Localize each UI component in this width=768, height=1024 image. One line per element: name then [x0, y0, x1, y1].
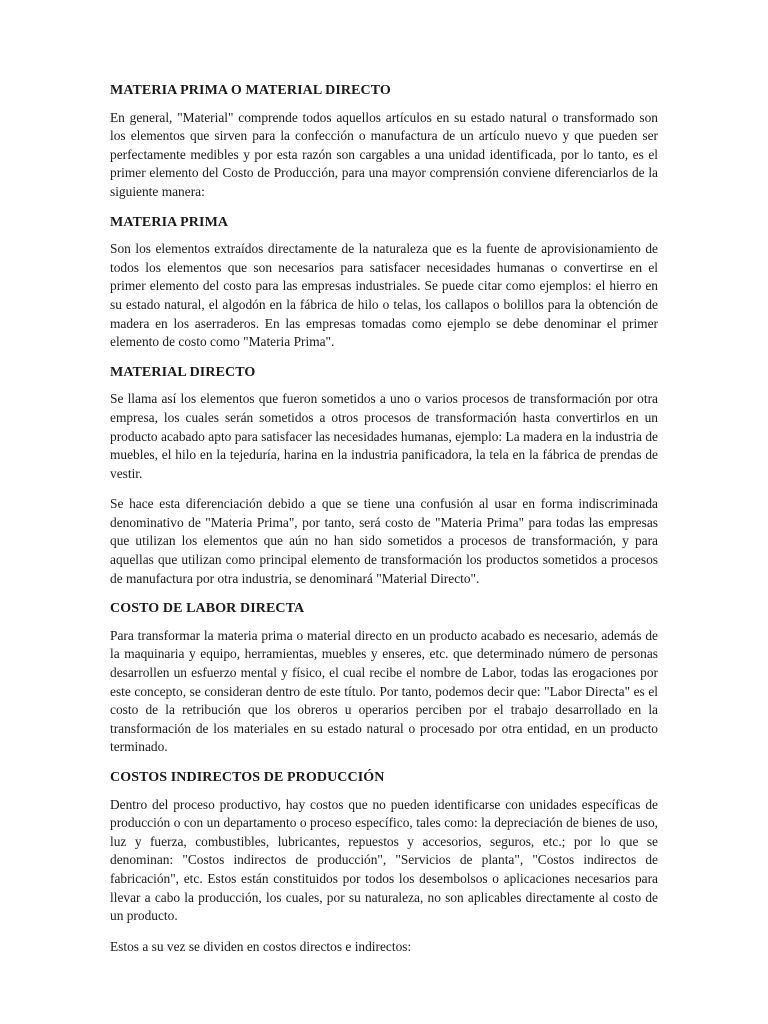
section-materia-prima-o-material-directo — [110, 82, 658, 202]
paragraph: Son los elementos extraídos directamente de la naturaleza que es la fuente de aprovisionamiento de todos los elementos que son necesarios para satisfacer necesidades humanas o convertirse en el primer elemento del costo para las empresas industriales. Se puede citar como ejemplos: el hierro en su estado natural, el algodón en la fábrica de hilo o telas, los callapos o bolillos para la obtención de madera en los aserraderos. En las empresas tomadas como ejemplo se debe denominar el primer elemento de costo como "Materia Prima". — [110, 241, 658, 350]
paragraph: Estos a su vez se dividen en costos directos e indirectos: — [110, 938, 412, 954]
paragraph: Para transformar la materia prima o material directo en un producto acabado es necesario, además de la maquinaria y equipo, herramientas, muebles y enseres, etc. que determinado número de personas desarrollen un esfuerzo mental y físico, el cual recibe el nombre de Labor, todas las erogaciones por este concepto, se consideran dentro de este título. Por tanto, podemos decir que: "Labor Directa" es el costo de la retribución que los obreros u operarios perciben por el trabajo desarrollado en la transformación de los materiales en su estado natural o procesado por otra entidad, en un producto terminado. — [110, 627, 658, 755]
section-heading: MATERIAL DIRECTO — [110, 364, 256, 380]
paragraph: Se llama así los elementos que fueron sometidos a uno o varios procesos de transformación por otra empresa, los cuales serán sometidos a otros procesos de transformación hasta convertirlos en un producto acabado apto para satisfacer las necesidades humanas, ejemplo: La madera en la industria de muebles, el hilo en la tejeduría, harina en la industria panificadora, la tela en la fábrica de prendas de vestir. — [110, 391, 658, 481]
paragraph: Se hace esta diferenciación debido a que se tiene una confusión al usar en forma indiscriminada denominativo de "Materia Prima", por tanto, será costo de "Materia Prima" para todas las empresas que utilizan los elementos que aún no han sido sometidos a procesos de transformación, y para aquellas que utilizan como principal elemento de transformación los productos sometidos a procesos de manufactura por otra industria, se denominará "Material Directo". — [110, 496, 658, 586]
paragraph: En general, "Material" comprende todos aquellos artículos en su estado natural o transformado son los elementos que sirven para la confección o manufactura de un artículo nuevo y que pueden ser perfectamente medibles y por esta razón son cargables a una unidad identificada, por lo tanto, es el primer elemento del Costo de Producción, para una mayor comprensión conviene diferenciarlos de la siguiente manera: — [110, 109, 658, 199]
section-heading: COSTOS INDIRECTOS DE PRODUCCIÓN — [110, 770, 385, 785]
section-heading: MATERIA PRIMA — [110, 214, 229, 230]
section-heading: COSTO DE LABOR DIRECTA — [110, 601, 305, 617]
section-materia-prima — [110, 214, 658, 352]
paragraph: Dentro del proceso productivo, hay costos que no pueden identificarse con unidades específicas de producción o con un departamento o proceso específico, tales como: la depreciación de bienes de uso, luz y fuerza, combustibles, lubricantes, repuestos y accesorios, seguros, etc.; por lo que se denominan: "Costos indirectos de producción", "Servicios de planta", "Costos indirectos de fabricación", etc. Estos están constituidos por todos los desembolsos o aplicaciones necesarios para llevar a cabo la producción, los cuales, por su naturaleza, no son aplicables directamente al costo de un producto. — [110, 796, 658, 924]
section-costos-indirectos-de-produccion — [110, 769, 658, 956]
section-material-directo — [110, 364, 658, 589]
section-costo-de-labor-directa — [110, 600, 658, 757]
section-heading: MATERIA PRIMA O MATERIAL DIRECTO — [110, 83, 391, 98]
